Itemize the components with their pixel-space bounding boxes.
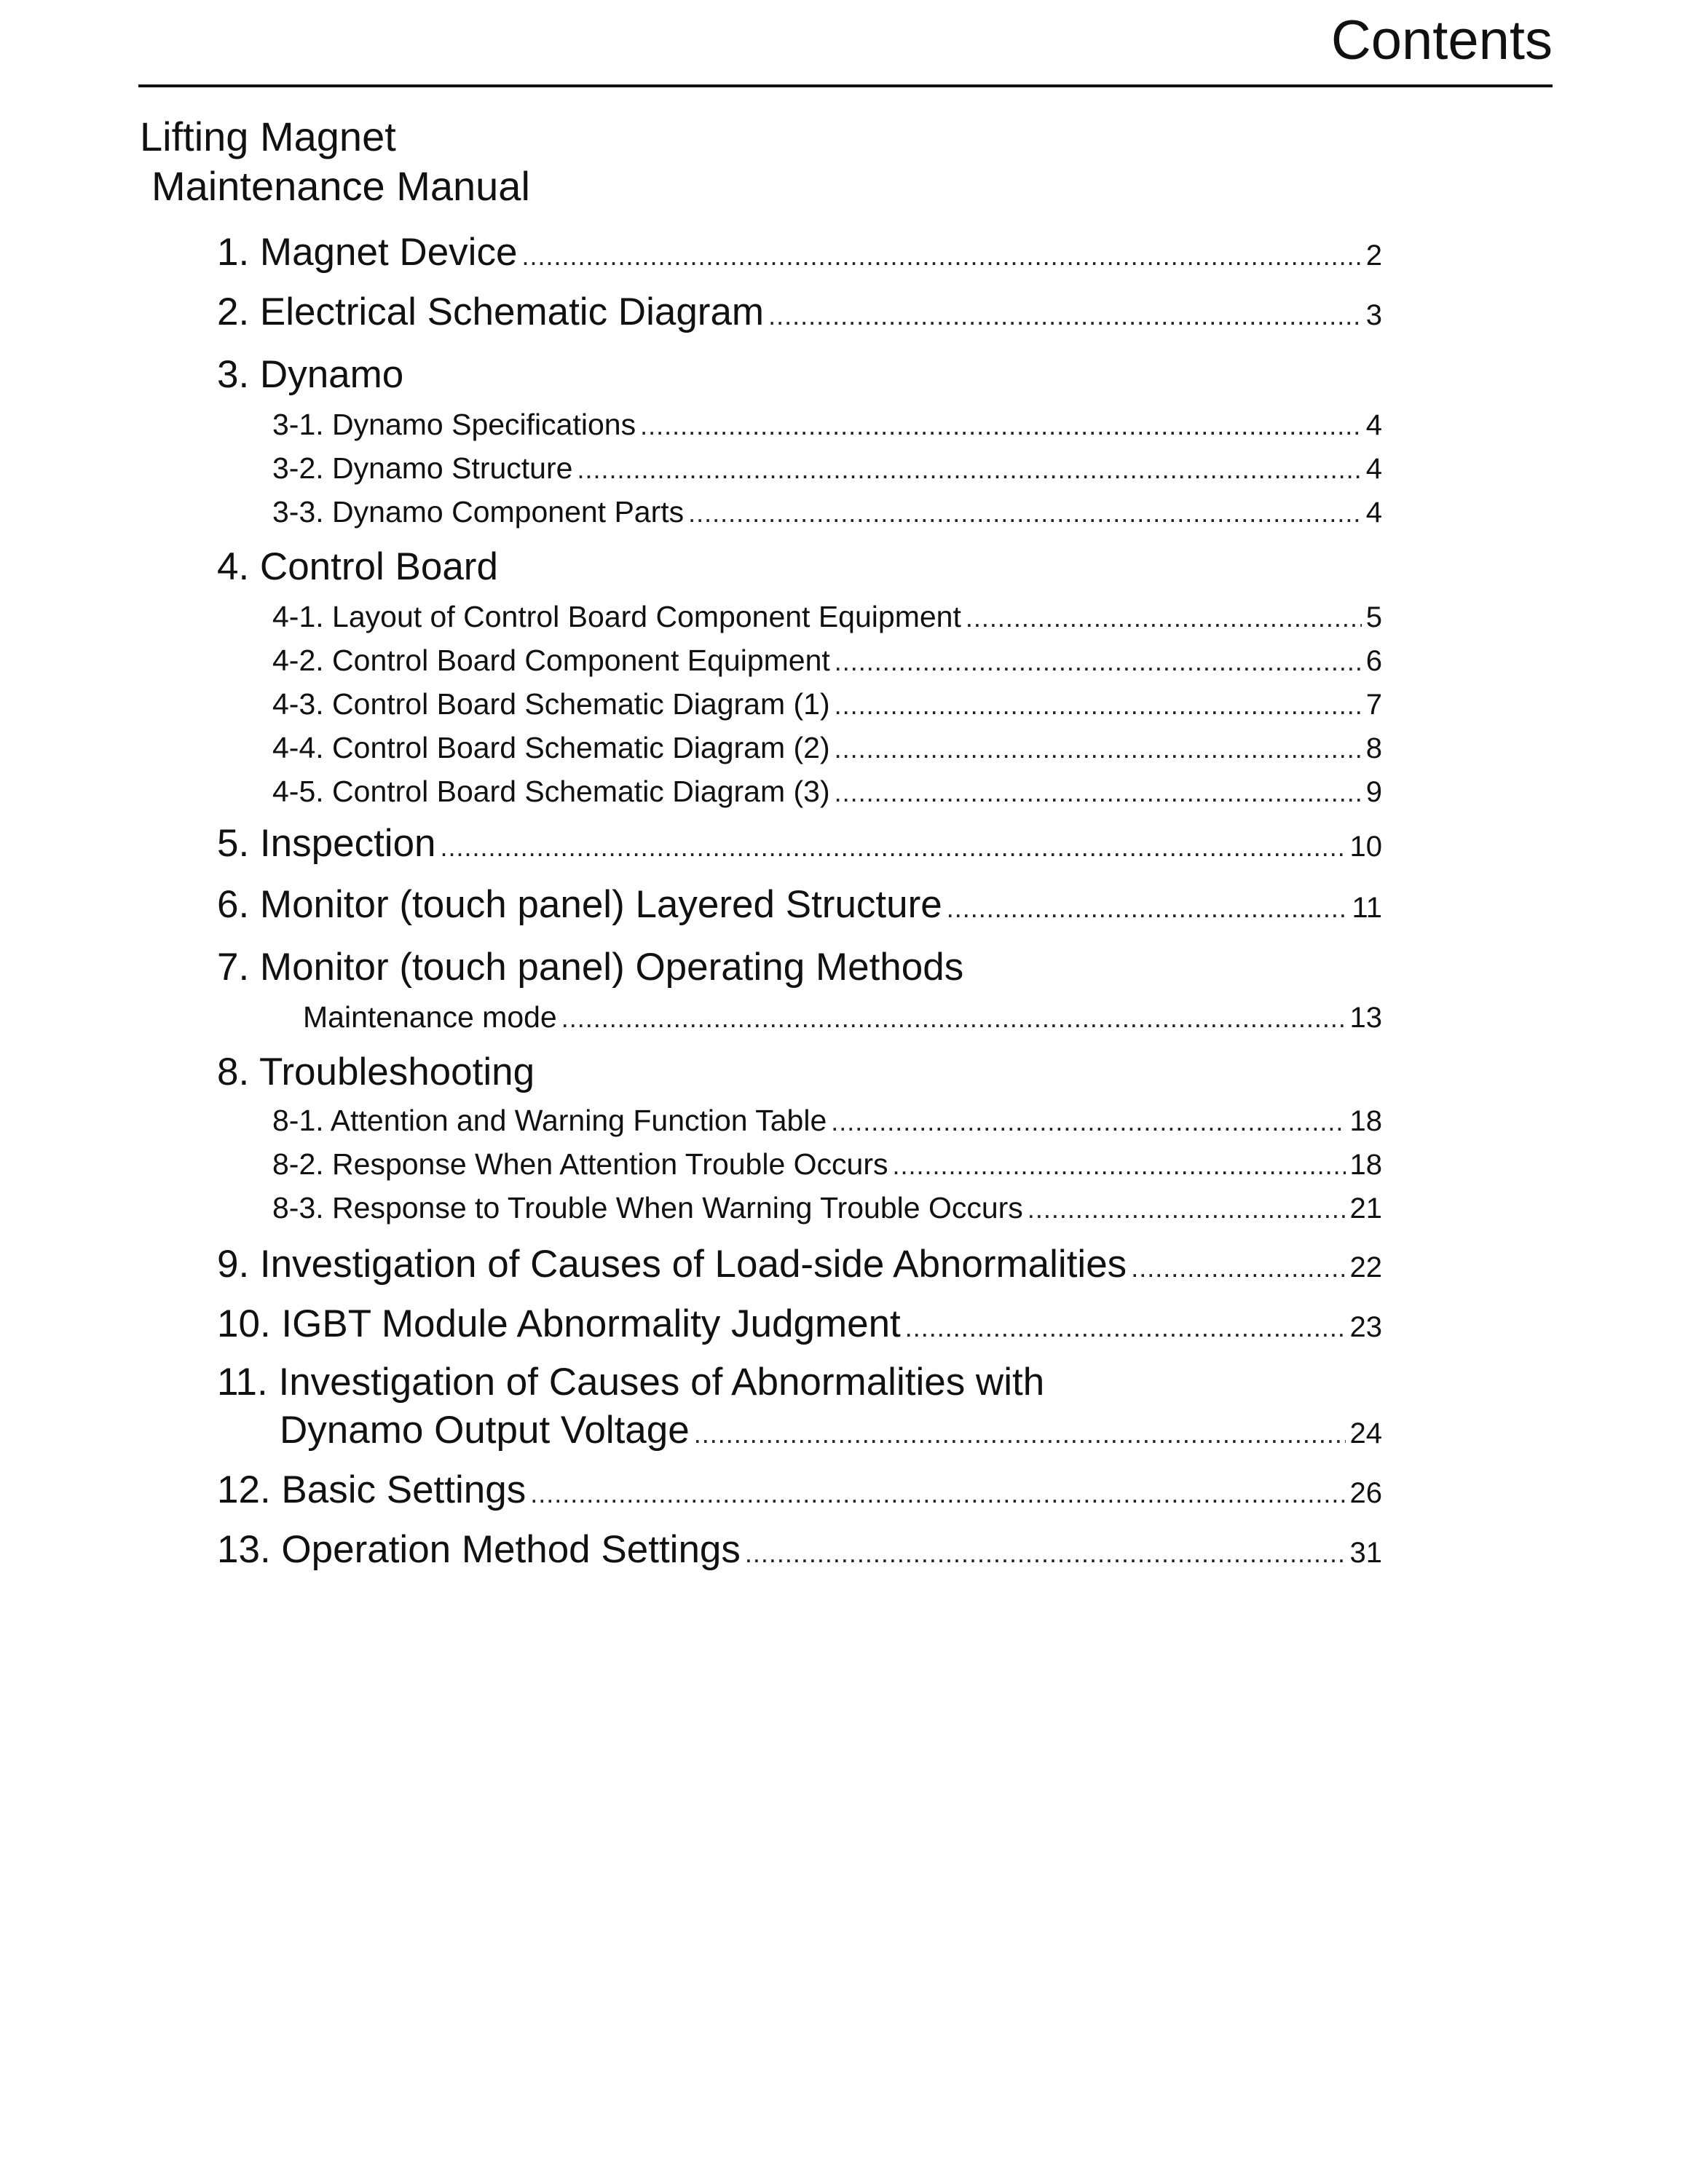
page-title: Contents xyxy=(1330,9,1553,71)
dot-leader xyxy=(694,1419,1346,1449)
toc-entry-4-4[interactable] xyxy=(272,731,1382,765)
toc-entry-label: 3-1. Dynamo Specifications xyxy=(272,408,636,441)
dot-leader xyxy=(577,454,1361,485)
toc-page-number: 10 xyxy=(1349,831,1382,863)
toc-entry-label: 10. IGBT Module Abnormality Judgment xyxy=(217,1302,901,1345)
manual-title-line2: Maintenance Manual xyxy=(151,163,530,209)
dot-leader xyxy=(441,832,1346,863)
toc-page-number: 23 xyxy=(1349,1311,1382,1343)
toc-entry-label: 2. Electrical Schematic Diagram xyxy=(217,290,765,333)
toc-entry-label: Dynamo Output Voltage xyxy=(280,1409,690,1452)
toc-entry-8-3[interactable] xyxy=(272,1191,1382,1225)
toc-entry-label: 8-2. Response When Attention Trouble Occurs xyxy=(272,1147,888,1181)
toc-page-number: 31 xyxy=(1349,1537,1382,1569)
toc-entry-3-1[interactable] xyxy=(272,408,1382,442)
toc-heading-3[interactable]: 3. Dynamo xyxy=(217,353,404,396)
toc-entry-9[interactable] xyxy=(217,1242,1382,1286)
toc-heading-7[interactable]: 7. Monitor (touch panel) Operating Methods xyxy=(217,946,964,989)
toc-entry-1[interactable] xyxy=(217,230,1382,274)
toc-entry-label: 3-3. Dynamo Component Parts xyxy=(272,495,685,529)
toc-entry-label: 1. Magnet Device xyxy=(217,231,518,274)
toc-page-number: 8 xyxy=(1365,732,1382,764)
toc-page-number: 4 xyxy=(1365,496,1382,529)
dot-leader xyxy=(640,411,1362,441)
toc-entry-3-2[interactable] xyxy=(272,451,1382,486)
toc-entry-label: 4-5. Control Board Schematic Diagram (3) xyxy=(272,775,830,808)
toc-page-number: 18 xyxy=(1349,1149,1382,1181)
toc-page-number: 3 xyxy=(1365,299,1382,331)
dot-leader xyxy=(831,1107,1345,1137)
toc-entry-label: 12. Basic Settings xyxy=(217,1468,526,1511)
dot-leader xyxy=(905,1313,1346,1343)
toc-entry-4-5[interactable] xyxy=(272,775,1382,809)
dot-leader xyxy=(966,603,1362,633)
dot-leader xyxy=(835,690,1362,721)
toc-page-number: 24 xyxy=(1349,1417,1382,1449)
toc-page-number: 4 xyxy=(1365,453,1382,485)
toc-entry-label: 5. Inspection xyxy=(217,822,436,865)
toc-entry-4-2[interactable] xyxy=(272,644,1382,678)
toc-entry-10[interactable] xyxy=(217,1302,1382,1346)
toc-entry-12[interactable] xyxy=(217,1468,1382,1512)
manual-title-line1: Lifting Magnet xyxy=(140,114,396,159)
toc-page-number: 11 xyxy=(1352,892,1382,924)
toc-entry-2[interactable] xyxy=(217,290,1382,334)
toc-page-number: 6 xyxy=(1365,645,1382,677)
dot-leader xyxy=(530,1479,1345,1509)
toc-entry-label: 6. Monitor (touch panel) Layered Structure xyxy=(217,883,942,926)
toc-entry-label: 4-3. Control Board Schematic Diagram (1) xyxy=(272,687,830,721)
toc-page-number: 4 xyxy=(1365,409,1382,441)
toc-entry-label: Maintenance mode xyxy=(303,1000,557,1034)
dot-leader xyxy=(688,498,1362,529)
toc-entry-4-3[interactable] xyxy=(272,687,1382,721)
toc-entry-label: 4-4. Control Board Schematic Diagram (2) xyxy=(272,731,830,764)
dot-leader xyxy=(893,1150,1346,1181)
dot-leader xyxy=(1131,1253,1345,1283)
toc-page-number: 21 xyxy=(1349,1192,1382,1224)
toc-entry-4-1[interactable] xyxy=(272,600,1382,634)
toc-entry-label: 4-1. Layout of Control Board Component Equipment xyxy=(272,600,961,633)
toc-entry-label: 8-1. Attention and Warning Function Table xyxy=(272,1104,827,1137)
dot-leader xyxy=(835,646,1362,677)
dot-leader xyxy=(835,778,1362,808)
toc-entry-5[interactable] xyxy=(217,821,1382,866)
toc-entry-8-2[interactable] xyxy=(272,1147,1382,1182)
toc-page-number: 26 xyxy=(1349,1477,1382,1509)
toc-entry-label: 13. Operation Method Settings xyxy=(217,1528,741,1571)
dot-leader xyxy=(521,241,1361,272)
toc-entry-13[interactable] xyxy=(217,1527,1382,1572)
toc-entry-3-3[interactable] xyxy=(272,495,1382,529)
toc-entry-8-1[interactable] xyxy=(272,1104,1382,1138)
toc-page-number: 5 xyxy=(1365,601,1382,633)
dot-leader xyxy=(835,734,1362,764)
toc-heading-8[interactable]: 8. Troubleshooting xyxy=(217,1051,535,1093)
toc-heading-4[interactable]: 4. Control Board xyxy=(217,545,498,588)
toc-entry-label: 9. Investigation of Causes of Load-side Abnormalities xyxy=(217,1243,1127,1286)
toc-page-number: 2 xyxy=(1365,240,1382,272)
toc-entry-6[interactable] xyxy=(217,882,1382,927)
toc-page-number: 7 xyxy=(1365,689,1382,721)
toc-page-number: 18 xyxy=(1349,1105,1382,1137)
toc-entry-11[interactable] xyxy=(280,1408,1382,1452)
dot-leader xyxy=(947,893,1348,924)
toc-entry-11-line1[interactable]: 11. Investigation of Causes of Abnormalities with xyxy=(217,1361,1045,1404)
dot-leader xyxy=(1028,1194,1346,1224)
toc-page-number: 22 xyxy=(1349,1251,1382,1283)
dot-leader xyxy=(561,1003,1346,1034)
toc-entry-label: 3-2. Dynamo Structure xyxy=(272,451,573,485)
dot-leader xyxy=(745,1538,1346,1569)
toc-entry-label: 8-3. Response to Trouble When Warning Trouble Occurs xyxy=(272,1191,1023,1224)
toc-entry-7-maintenance-mode[interactable] xyxy=(303,1000,1382,1034)
toc-entry-label: 4-2. Control Board Component Equipment xyxy=(272,644,830,677)
toc-page-number: 13 xyxy=(1349,1002,1382,1034)
toc-page-number: 9 xyxy=(1365,776,1382,808)
dot-leader xyxy=(768,301,1362,331)
